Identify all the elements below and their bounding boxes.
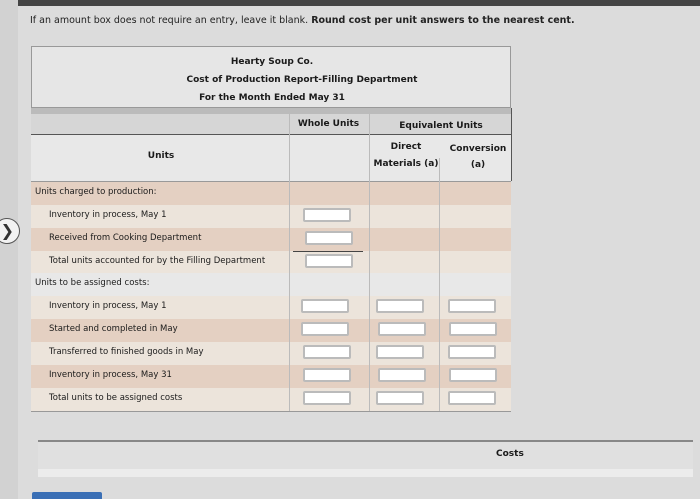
conversion-transferred-input[interactable] [448, 345, 496, 359]
conversion-inventory-may31-input[interactable] [449, 368, 497, 382]
instructions-bold: Round cost per unit answers to the nearest cent. [311, 15, 575, 26]
row-label: Received from Cooking Department [49, 233, 202, 243]
row-label: Units to be assigned costs: [35, 278, 150, 288]
materials-transferred-input[interactable] [376, 345, 424, 359]
materials-header: Materials (a) [373, 159, 439, 169]
conversion-inventory-may1-input[interactable] [448, 299, 496, 313]
row-label: Inventory in process, May 31 [49, 370, 172, 380]
row-label: Total units accounted for by the Filling Department [49, 256, 266, 266]
left-margin [0, 0, 18, 499]
materials-inventory-may31-input[interactable] [378, 368, 426, 382]
company-name: Hearty Soup Co. [230, 57, 314, 67]
row-label: Inventory in process, May 1 [49, 301, 167, 311]
report-title: Cost of Production Report-Filling Department [186, 75, 418, 85]
materials-started-completed-input[interactable] [378, 322, 426, 336]
direct-header: Direct [390, 142, 422, 152]
materials-inventory-may1-input[interactable] [376, 299, 424, 313]
column-header-band [31, 108, 511, 135]
whole-units-total-assigned-input[interactable] [303, 391, 351, 405]
costs-table-header [38, 440, 693, 471]
whole-units-inventory-may1-assigned-input[interactable] [301, 299, 349, 313]
costs-header: Costs [496, 449, 524, 459]
report-header [31, 46, 511, 108]
row-label: Transferred to finished goods in May [49, 347, 204, 357]
costs-table-row [38, 469, 693, 477]
whole-units-total-accounted-input[interactable] [305, 254, 353, 268]
equivalent-units-header: Equivalent Units [399, 121, 483, 131]
whole-units-received-input[interactable] [305, 231, 353, 245]
row-label: Units charged to production: [35, 187, 157, 197]
row-label: Total units to be assigned costs [49, 393, 183, 403]
expand-arrow-icon[interactable]: ❯ [0, 218, 20, 244]
conversion-started-completed-input[interactable] [449, 322, 497, 336]
whole-units-header: Whole Units [297, 119, 360, 129]
conversion-a-header: (a) [470, 160, 486, 170]
whole-units-inventory-may31-input[interactable] [303, 368, 351, 382]
units-header: Units [147, 151, 175, 161]
instructions [30, 15, 575, 26]
instructions-text: If an amount box does not require an entry, leave it blank. [30, 15, 309, 26]
whole-units-inventory-may1-input[interactable] [303, 208, 351, 222]
top-window-strip [0, 0, 700, 6]
row-label: Started and completed in May [49, 324, 178, 334]
submit-button[interactable] [32, 492, 102, 499]
conversion-header: Conversion [449, 144, 507, 154]
report-period: For the Month Ended May 31 [199, 93, 345, 103]
materials-total-assigned-input[interactable] [376, 391, 424, 405]
row-label: Inventory in process, May 1 [49, 210, 167, 220]
whole-units-started-completed-input[interactable] [301, 322, 349, 336]
whole-units-transferred-input[interactable] [303, 345, 351, 359]
conversion-total-assigned-input[interactable] [448, 391, 496, 405]
